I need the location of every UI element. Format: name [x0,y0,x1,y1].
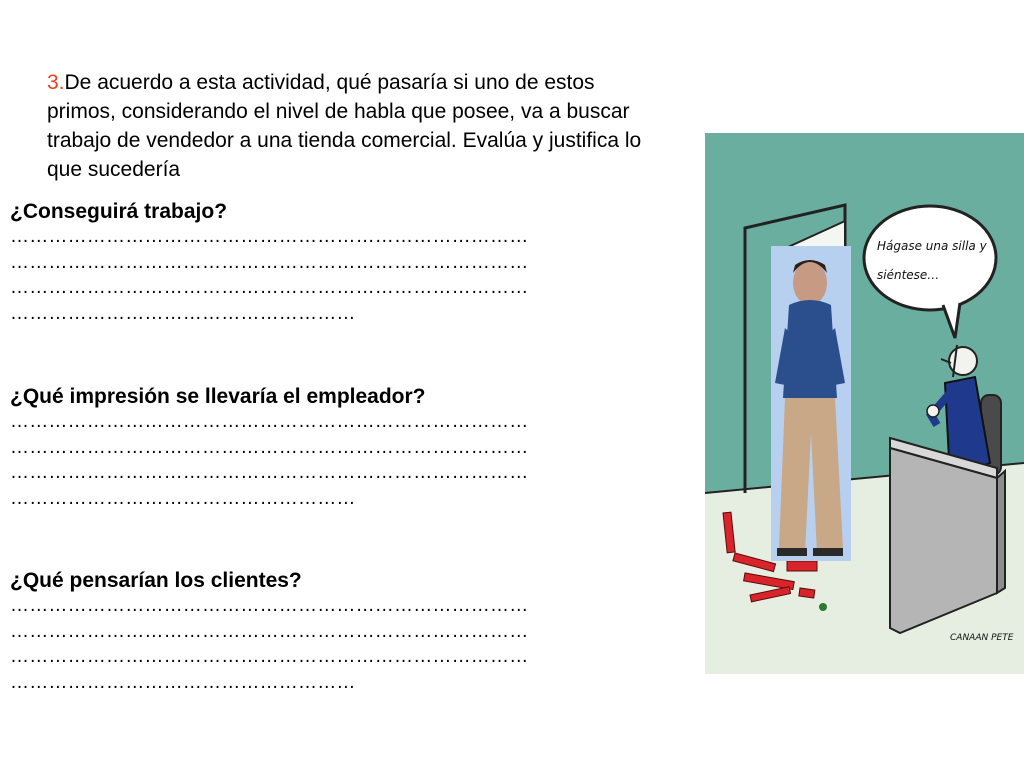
speech-text-line1: Hágase una silla y [877,239,987,253]
answer-line: ……………………………………………………………………… [10,620,529,642]
cartoon-illustration [705,133,1024,674]
question-title: ¿Qué pensarían los clientes? [10,569,302,592]
answer-line: ……………………………………………… [10,487,356,509]
answer-line: ……………………………………………………………………… [10,595,529,616]
question-title: ¿Conseguirá trabajo? [10,200,228,223]
boy-photo [771,246,851,561]
answer-line: ……………………………………………………………………… [10,462,529,483]
question-title: ¿Qué impresión se llevaría el empleador? [10,385,426,408]
cartoon-signature: CANAAN PETE [950,633,1014,643]
answer-line: ……………………………………………… [10,302,356,324]
answer-line: ……………………………………………………………………… [10,436,529,458]
question-number: 3. [47,71,65,94]
answer-line: ……………………………………………………………………… [10,646,529,667]
question-intro [47,68,657,184]
answer-line: ……………………………………………… [10,671,356,693]
answer-line: ……………………………………………………………………… [10,411,529,432]
question-block-2 [10,385,680,511]
speech-bubble [864,206,996,310]
answer-line: ……………………………………………………………………… [10,251,529,273]
question-block-3 [10,569,680,695]
boy-head [793,261,827,305]
question-block-1 [10,200,680,326]
answer-line: ……………………………………………………………………… [10,277,529,298]
question-text: De acuerdo a esta actividad, qué pasaría si uno de estos primos, considerando el nivel de habla que posee, va a buscar trabajo de vendedor a una tienda comercial. Evalúa y justifica lo que sucedería [47,71,642,181]
speech-text-line2: siéntese… [877,268,940,282]
answer-line: ……………………………………………………………………… [10,226,529,247]
